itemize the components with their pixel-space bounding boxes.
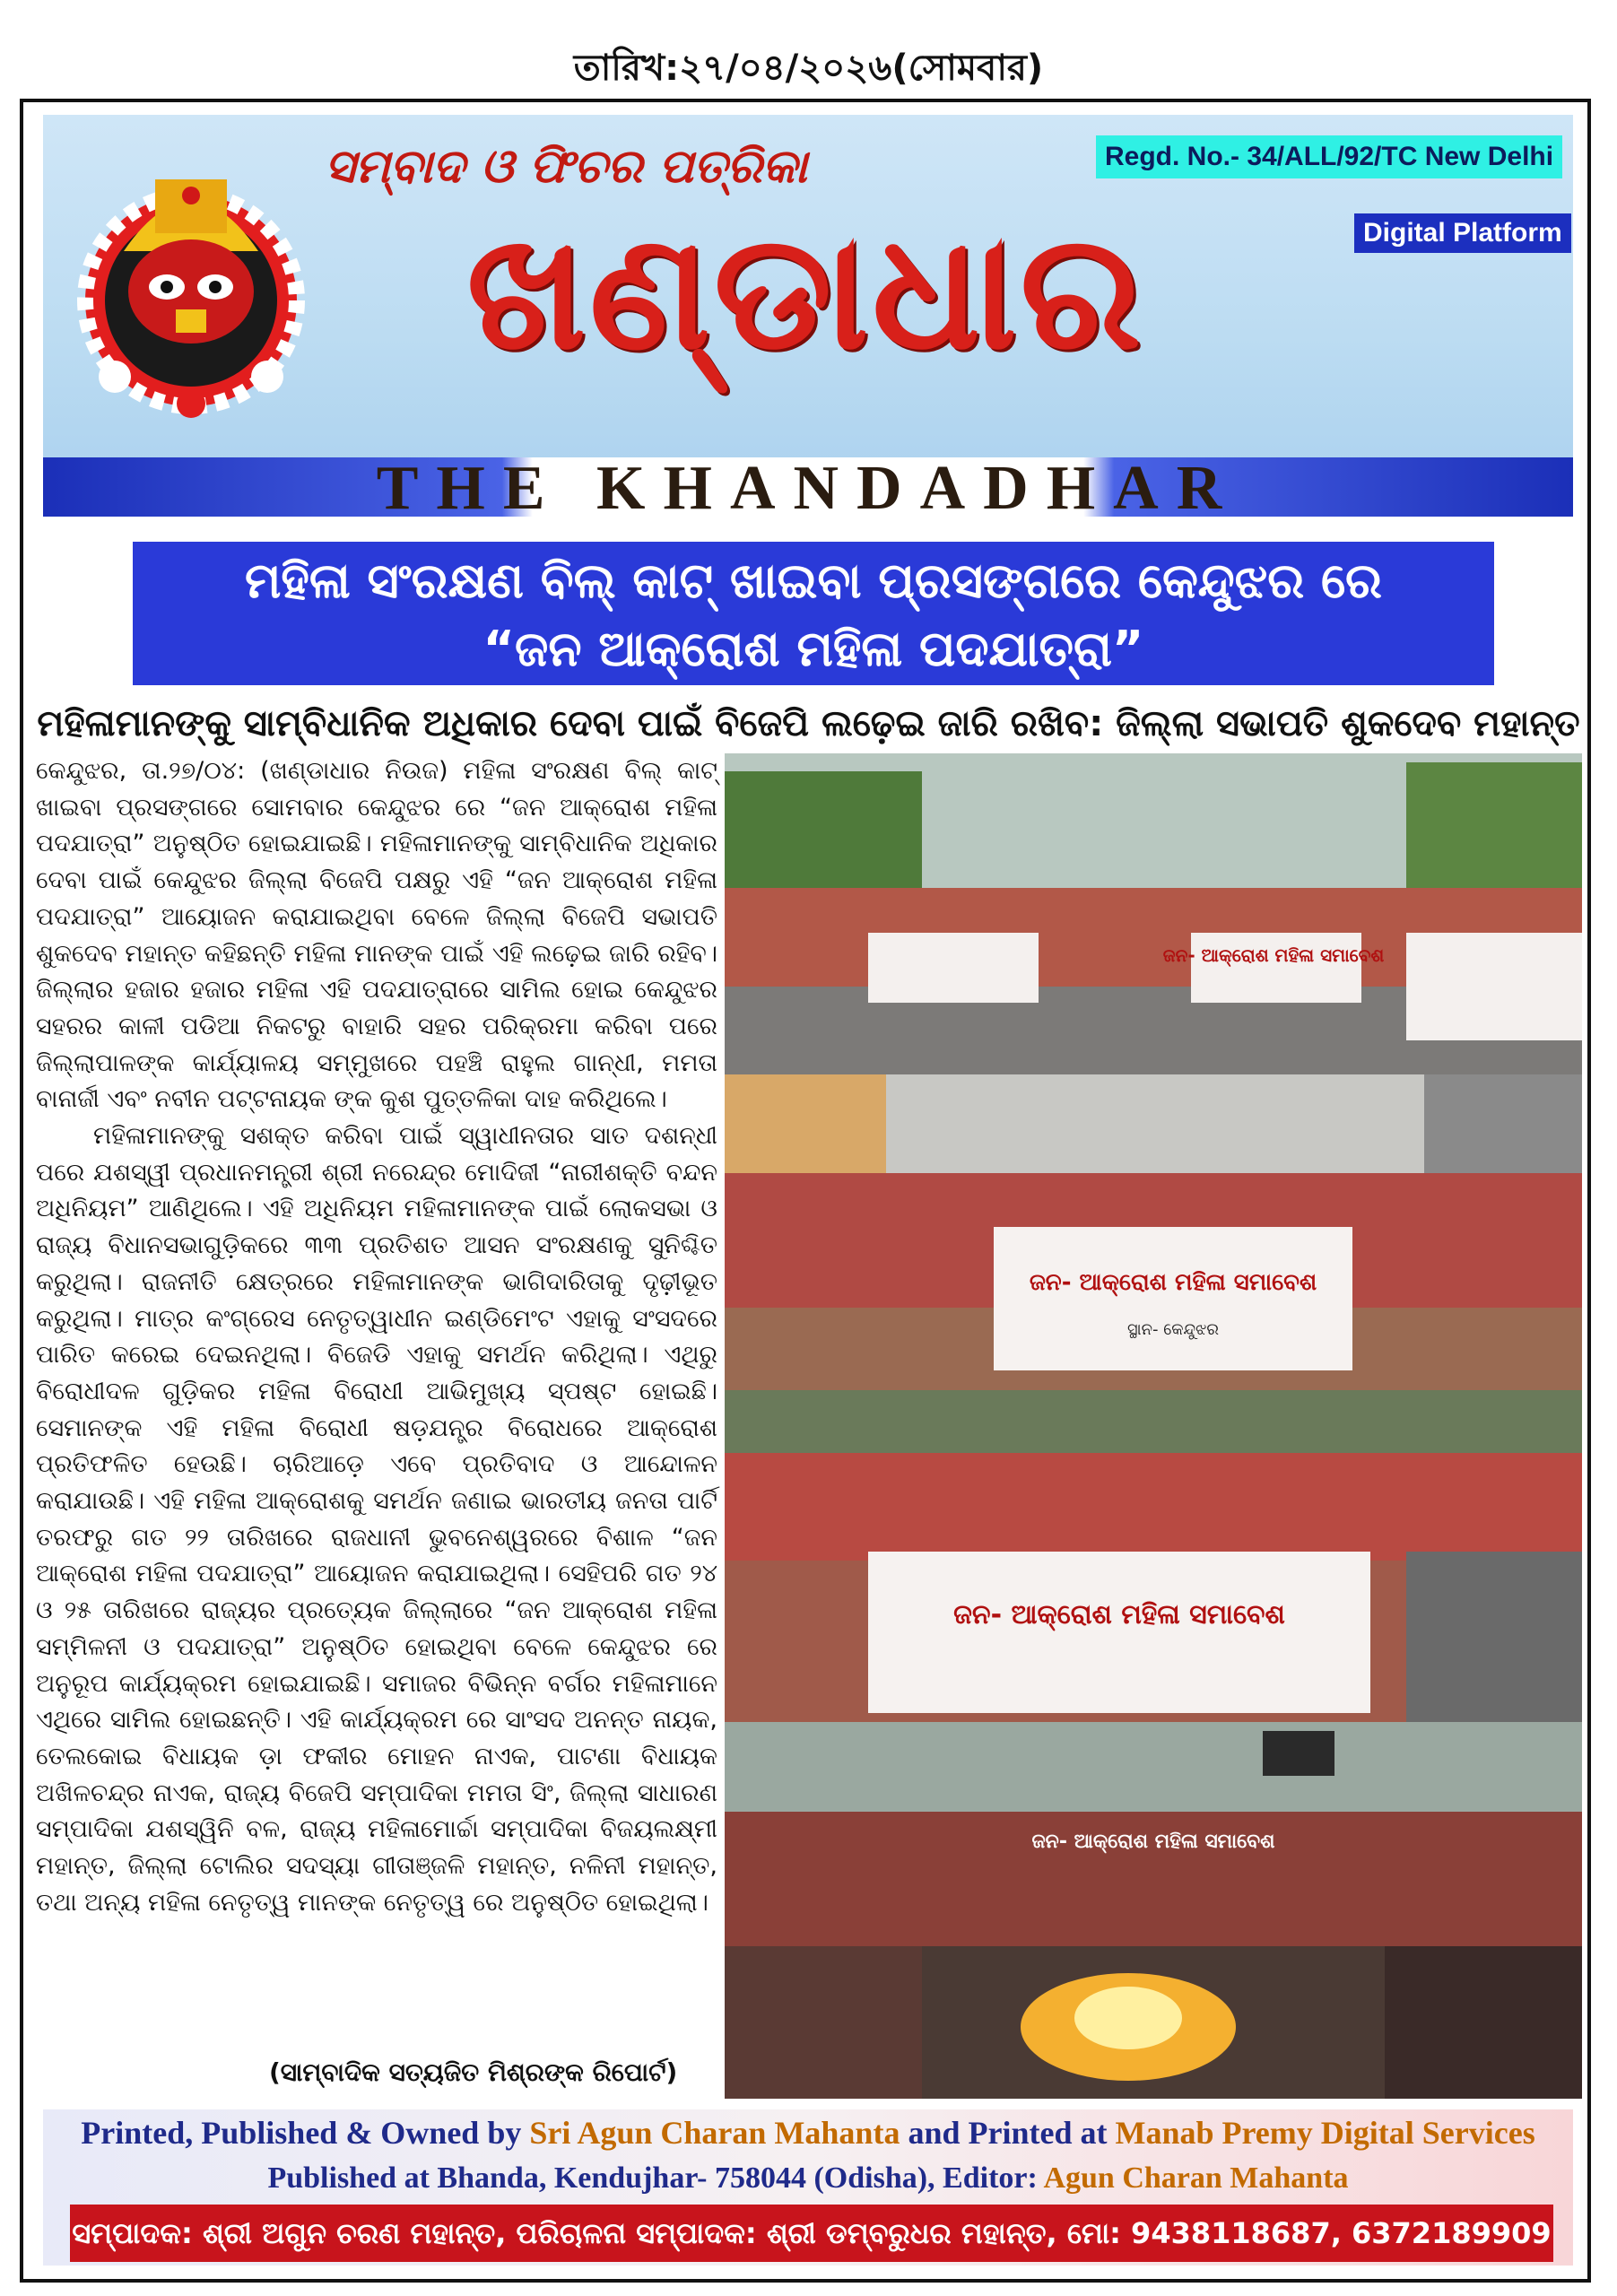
- banner-text: ଜନ- ଆକ୍ରୋଶ ମହିଳା ସମାବେଶ: [1031, 1831, 1275, 1853]
- banner-place: ସ୍ଥାନ- କେନ୍ଦୁଝର: [1127, 1320, 1219, 1339]
- banner-text: ଜନ- ଆକ୍ରୋଶ ମହିଳା ସମାବେଶ: [1162, 944, 1385, 966]
- footer-text: Published at Bhanda, Kendujhar- 758044 (Odisha), Editor:: [267, 2161, 1044, 2195]
- brand-logo-odia: ଖଣ୍ଡାଧାର: [466, 197, 1145, 385]
- issue-date: তারিখ:২৭/০৪/২০২৬(সোমবার): [573, 48, 1044, 89]
- footer-contact-line: ସମ୍ପାଦକ: ଶ୍ରୀ ଅଗୁନ ଚରଣ ମହାନ୍ତ, ପରିଚାଳନା ସମ୍ପାଦକ: ଶ୍ରୀ ଡମ୍ବରୁଧର ମହାନ୍ତ, ମୋ: 9438118687, 6372189909: [70, 2205, 1553, 2262]
- footer-text: and Printed at: [900, 2115, 1116, 2151]
- subheadline: ମହିଳାମାନଙ୍କୁ ସାମ୍ବିଧାନିକ ଅଧିକାର ଦେବା ପାଇଁ ବିଜେପି ଲଢ଼େଇ ଜାରି ରଖିବ: ଜିଲ୍ଲା ସଭାପତି ଶୁକଦେବ ମହାନ୍ତ: [37, 703, 1580, 744]
- footer-owner-name: Sri Agun Charan Mahanta: [529, 2115, 900, 2151]
- banner-text: ଜନ- ଆକ୍ରୋଶ ମହିଳା ସମାବେଶ: [953, 1599, 1285, 1631]
- headline-line-1: ମହିଳା ସଂରକ୍ଷଣ ବିଲ୍ କାଟ୍ ଖାଇବା ପ୍ରସଙ୍ଗରେ କେନ୍ଦୁଝର ରେ: [245, 552, 1382, 609]
- headline-box: [133, 542, 1494, 685]
- registration-badge: Regd. No.- 34/ALL/92/TC New Delhi: [1096, 135, 1562, 178]
- brand-title-english: THE KHANDADHAR: [376, 454, 1240, 523]
- rally-photo-4: [725, 1722, 1582, 2099]
- masthead-tagline: ସମ୍ବାଦ ଓ ଫିଚର ପତ୍ରିକା: [325, 139, 808, 194]
- footer-imprint-line-2: [43, 2161, 1573, 2196]
- footer-text: Printed, Published & Owned by: [81, 2115, 530, 2151]
- deity-icon: [70, 144, 312, 422]
- digital-platform-badge: Digital Platform: [1354, 213, 1571, 253]
- article-body: [36, 753, 717, 1922]
- banner-text: ଜନ- ଆକ୍ରୋଶ ମହିଳା ସମାବେଶ: [1029, 1269, 1317, 1296]
- headline-line-2: “ଜନ ଆକ୍ରୋଶ ମହିଳା ପଦଯାତ୍ରା”: [482, 621, 1144, 677]
- article-paragraph: ମହିଳାମାନଙ୍କୁ ସଶକ୍ତ କରିବା ପାଇଁ ସ୍ୱାଧୀନତାର ସାତ ଦଶନ୍ଧୀ ପରେ ଯଶସ୍ୱୀ ପ୍ରଧାନମନ୍ତ୍ରୀ ଶ୍ରୀ ନରେନ୍ଦ୍ର ମୋଦିଜୀ “ନାରୀଶକ୍ତି ବନ୍ଦନ ଅଧିନିୟମ” ଆଣିଥିଲେ। ଏହି ଅଧିନିୟମ ମହିଳାମାନଙ୍କ ପାଇଁ ଲୋକସଭା ଓ ରାଜ୍ୟ ବିଧାନସଭାଗୁଡ଼ିକରେ ୩୩ ପ୍ରତିଶତ ଆସନ ସଂରକ୍ଷଣକୁ ସୁନିଶ୍ଚିତ କରୁଥିଲା। ରାଜନୀତି କ୍ଷେତ୍ରରେ ମହିଳାମାନଙ୍କ ଭାଗିଦାରିତାକୁ ଦୃଢ଼ୀଭୂତ କରୁଥିଲା। ମାତ୍ର କଂଗ୍ରେସ ନେତୃତ୍ୱାଧୀନ ଇଣ୍ଡିମେଂଟ ଏହାକୁ ସଂସଦରେ ପାରିତ କରେଇ ଦେଇନଥିଲା। ବିଜେଡି ଏହାକୁ ସମର୍ଥନ କରିଥିଲା। ଏଥିରୁ ବିରୋଧୀଦଳ ଗୁଡ଼ିକର ମହିଳା ବିରୋଧୀ ଆଭିମୁଖ୍ୟ ସ୍ପଷ୍ଟ ହୋଇଛି। ସେମାନଙ୍କ ଏହି ମହିଳା ବିରୋଧୀ ଷଡ଼ଯନ୍ତ୍ର ବିରୋଧରେ ଆକ୍ରୋଶ ପ୍ରତିଫଳିତ ହେଉଛି। ଚାରିଆଡ଼େ ଏବେ ପ୍ରତିବାଦ ଓ ଆନ୍ଦୋଳନ କରାଯାଉଛି। ଏହି ମହିଳା ଆକ୍ରୋଶକୁ ସମର୍ଥନ ଜଣାଇ ଭାରତୀୟ ଜନତା ପାର୍ଟି ତରଫରୁ ଗତ ୨୨ ତାରିଖରେ ରାଜଧାନୀ ଭୁବନେଶ୍ୱରରେ ବିଶାଳ “ଜନ ଆକ୍ରୋଶ ମହିଳା ପଦଯାତ୍ରା” ଆୟୋଜନ କରାଯାଇଥିଲା। ସେହିପରି ଗତ ୨୪ ଓ ୨୫ ତାରିଖରେ ରାଜ୍ୟର ପ୍ରତ୍ୟେକ ଜିଲ୍ଲାରେ “ଜନ ଆକ୍ରୋଶ ମହିଳା ସମ୍ମିଳନୀ ଓ ପଦଯାତ୍ରା” ଅନୁଷ୍ଠିତ ହୋଇଥିବା ବେଳେ କେନ୍ଦୁଝର ରେ ଅନୁରୂପ କାର୍ଯ୍ୟକ୍ରମ ହୋଇଯାଇଛି। ସମାଜର ବିଭିନ୍ନ ବର୍ଗର ମହିଳାମାନେ ଏଥିରେ ସାମିଲ ହୋଇଛନ୍ତି। ଏହି କାର୍ଯ୍ୟକ୍ରମ ରେ ସାଂସଦ ଅନନ୍ତ ନାୟକ, ତେଲକୋଇ ବିଧାୟକ ଡ଼ା ଫକୀର ମୋହନ ନାଏକ, ପାଟଣା ବିଧାୟକ ଅଖିଳଚନ୍ଦ୍ର ନାଏକ, ରାଜ୍ୟ ବିଜେପି ସମ୍ପାଦିକା ମମତା ସିଂ, ଜିଲ୍ଲା ସାଧାରଣ ସମ୍ପାଦିକା ଯଶସ୍ୱିନି ବଳ, ରାଜ୍ୟ ମହିଳାମୋର୍ଚ୍ଚା ସମ୍ପାଦିକା ବିଜୟଲକ୍ଷ୍ମୀ ମହାନ୍ତ, ଜିଲ୍ଲା ଟୋଲିର ସଦସ୍ୟା ଗୀତାଞ୍ଜଳି ମହାନ୍ତ, ନଳିନୀ ମହାନ୍ତ, ତଥା ଅନ୍ୟ ମହିଳା ନେତୃତ୍ୱ ମାନଙ୍କ ନେତୃତ୍ୱ ରେ ଅନୁଷ୍ଠିତ ହୋଇଥିଲା।: [36, 1122, 717, 1917]
- rally-photo-3: [725, 1390, 1582, 1722]
- footer-editor-name: Agun Charan Mahanta: [1043, 2161, 1349, 2195]
- deity-image: [70, 144, 312, 422]
- rally-photo-1: [725, 753, 1582, 1074]
- article-paragraph: କେନ୍ଦୁଝର, ତା.୨୭/୦୪: (ଖଣ୍ଡାଧାର ନିଉଜ) ମହିଳା ସଂରକ୍ଷଣ ବିଲ୍ କାଟ୍ ଖାଇବା ପ୍ରସଙ୍ଗରେ ସୋମବାର କେନ୍ଦୁଝର ରେ “ଜନ ଆକ୍ରୋଶ ମହିଳା ପଦଯାତ୍ରା” ଅନୁଷ୍ଠିତ ହୋଇଯାଇଛି। ମହିଳାମାନଙ୍କୁ ସାମ୍ବିଧାନିକ ଅଧିକାର ଦେବା ପାଇଁ କେନ୍ଦୁଝର ଜିଲ୍ଲା ବିଜେପି ପକ୍ଷରୁ ଏହି “ଜନ ଆକ୍ରୋଶ ମହିଳା ପଦଯାତ୍ରା” ଆୟୋଜନ କରାଯାଇଥିବା ବେଳେ ଜିଲ୍ଲା ବିଜେପି ସଭାପତି ଶୁକଦେବ ମହାନ୍ତ କହିଛନ୍ତି ମହିଳା ମାନଙ୍କ ପାଇଁ ଏହି ଲଢ଼େଇ ଜାରି ରହିବ। ଜିଲ୍ଲାର ହଜାର ହଜାର ମହିଳା ଏହି ପଦଯାତ୍ରାରେ ସାମିଲ ହୋଇ କେନ୍ଦୁଝର ସହରର କାଳୀ ପଡିଆ ନିକଟରୁ ବାହାରି ସହର ପରିକ୍ରମା କରିବା ପରେ ଜିଲ୍ଲାପାଳଙ୍କ କାର୍ଯ୍ୟାଳୟ ସମ୍ମୁଖରେ ପହଞ୍ଚି ରାହୁଲ ଗାନ୍ଧୀ, ମମତା ବାନାର୍ଜୀ ଏବଂ ନବୀନ ପଟ୍ଟନାୟକ ଙ୍କ କୁଶ ପୁତ୍ତଳିକା ଦାହ କରିଥିଲେ।: [36, 757, 717, 1114]
- reporter-credit: (ସାମ୍ବାଦିକ ସତ୍ୟଜିତ ମିଶ୍ରଙ୍କ ରିପୋର୍ଟ): [269, 2057, 678, 2087]
- rally-photo-2: [725, 1074, 1582, 1390]
- footer-imprint-line-1: [43, 2114, 1573, 2152]
- footer-printer-name: Manab Premy Digital Services: [1115, 2115, 1535, 2151]
